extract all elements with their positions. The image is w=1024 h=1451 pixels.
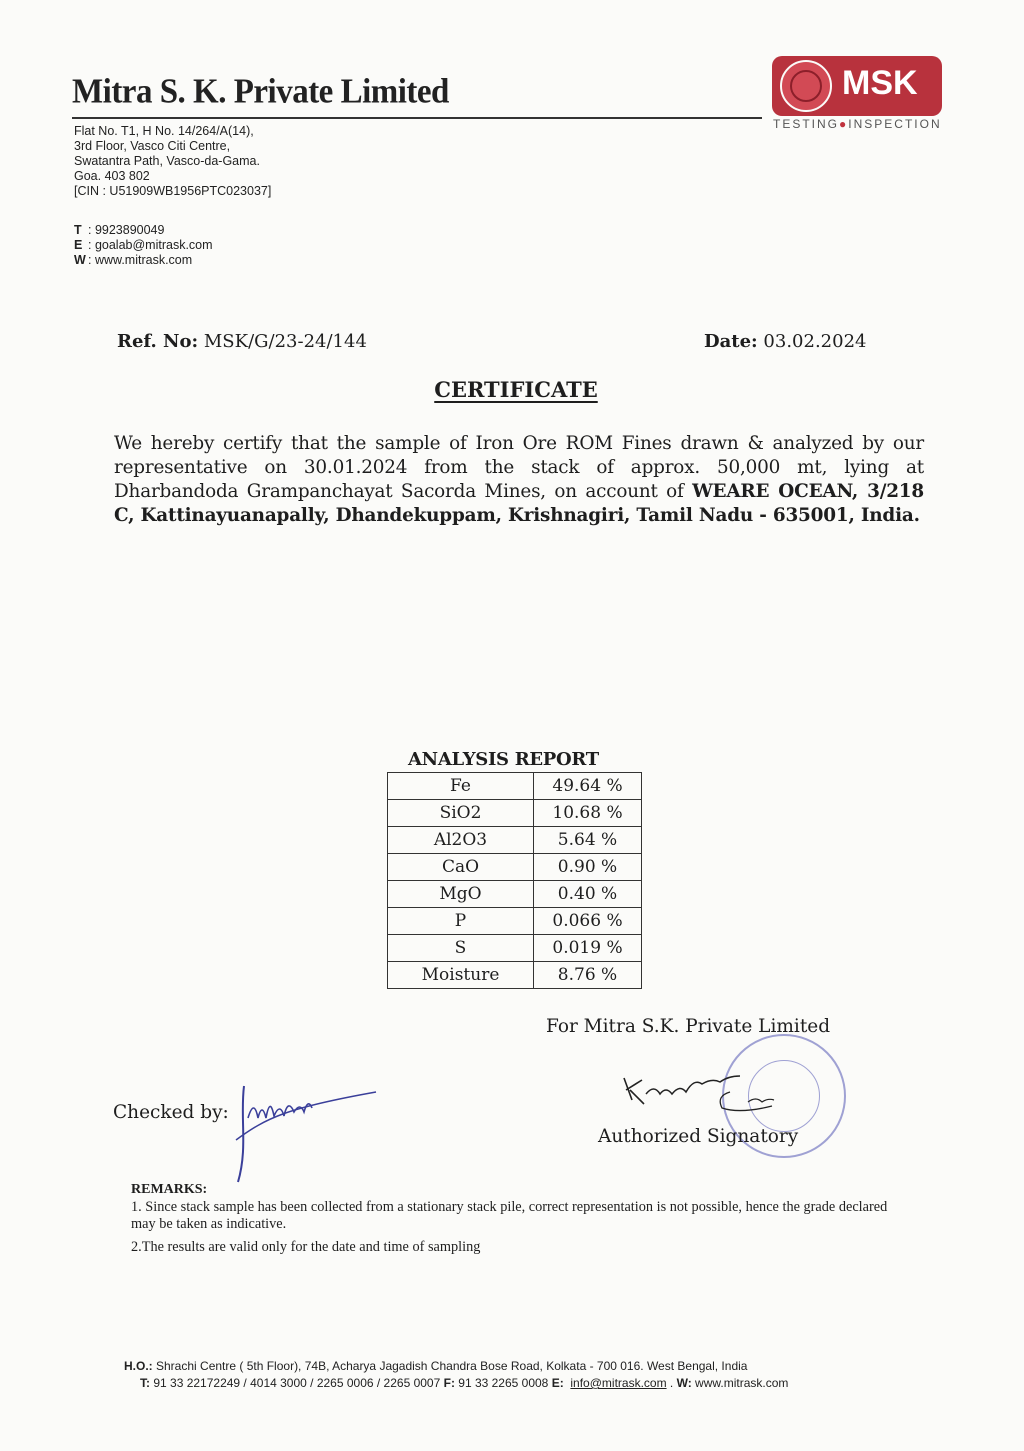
table-row: Fe 49.64 % [388, 773, 642, 800]
table-row: SiO2 10.68 % [388, 800, 642, 827]
footer-email-link[interactable]: info@mitrask.com [570, 1376, 667, 1390]
table-row: Moisture 8.76 % [388, 962, 642, 989]
logo-tagline: TESTING●INSPECTION [773, 117, 942, 131]
analysis-report-title: ANALYSIS REPORT [408, 749, 599, 770]
address-line: Flat No. T1, H No. 14/264/A(14), [74, 124, 254, 138]
email-contact: E : goalab@mitrask.com [74, 238, 213, 252]
address-line: Swatantra Path, Vasco-da-Gama. [74, 154, 260, 168]
footer-website-link[interactable]: www.mitrask.com [691, 1376, 789, 1390]
client-name-address: WEARE OCEAN, 3/218 C, Kattinayuanapally, Dhandekuppam, Krishnagiri, Tamil Nadu - 635001, India. [114, 481, 924, 526]
website-contact: W : www.mitrask.com [74, 253, 193, 267]
authorized-signatory-label: Authorized Signatory [598, 1126, 799, 1147]
table-row: CaO 0.90 % [388, 854, 642, 881]
logo-text: MSK [842, 64, 918, 102]
company-address [74, 124, 271, 199]
phone-contact: T : 9923890049 [74, 223, 165, 237]
scales-of-justice-icon [790, 70, 822, 102]
certificate-body: We hereby certify that the sample of Iron Ore ROM Fines drawn & analyzed by our representative on 30.01.2024 from the stack of approx. 50,000 mt, lying at Dharbandoda Grampanchayat Sacorda Mines, on account of WEARE OCEAN, 3/218 C, Kattinayuanapally, Dhandekuppam, Krishnagiri, Tamil Nadu - 635001, India. [114, 433, 924, 526]
footer [124, 1358, 788, 1392]
table-row: MgO 0.40 % [388, 881, 642, 908]
certificate-title: CERTIFICATE [434, 377, 598, 402]
checked-by-label: Checked by: [113, 1102, 229, 1123]
remarks-list [131, 1199, 901, 1262]
table-row: P 0.066 % [388, 908, 642, 935]
reference-number: Ref. No: MSK/G/23-24/144 [117, 331, 367, 352]
address-line: 3rd Floor, Vasco Citi Centre, [74, 139, 231, 153]
checker-signature-icon [226, 1078, 386, 1188]
certificate-date: Date: 03.02.2024 [704, 331, 867, 352]
for-company-label: For Mitra S.K. Private Limited [546, 1016, 831, 1037]
company-name: Mitra S. K. Private Limited [72, 73, 449, 111]
table-row: S 0.019 % [388, 935, 642, 962]
head-office-address: H.O.: Shrachi Centre ( 5th Floor), 74B, Acharya Jagadish Chandra Bose Road, Kolkata - 700 016. West Bengal, India [124, 1359, 748, 1373]
remarks-heading: REMARKS: [131, 1182, 208, 1197]
analysis-table [387, 772, 642, 989]
header-divider [72, 117, 762, 119]
company-contacts [74, 223, 213, 268]
table-row: Al2O3 5.64 % [388, 827, 642, 854]
cin-number: [CIN : U51909WB1956PTC023037] [74, 184, 272, 198]
address-line: Goa. 403 802 [74, 169, 150, 183]
remark-item: 1. Since stack sample has been collected from a stationary stack pile, correct representation is not possible, hence the grade declared may be taken as indicative. [131, 1199, 888, 1232]
bullet-icon: ● [839, 117, 849, 131]
authorized-signature-icon [618, 1058, 818, 1128]
remark-item: 2.The results are valid only for the date and time of sampling [131, 1239, 481, 1255]
footer-contacts: T: 91 33 22172249 / 4014 3000 / 2265 0006 / 2265 0007 F: 91 33 2265 0008 E: info@mitrask.com . W: www.mitrask.com [140, 1376, 789, 1390]
